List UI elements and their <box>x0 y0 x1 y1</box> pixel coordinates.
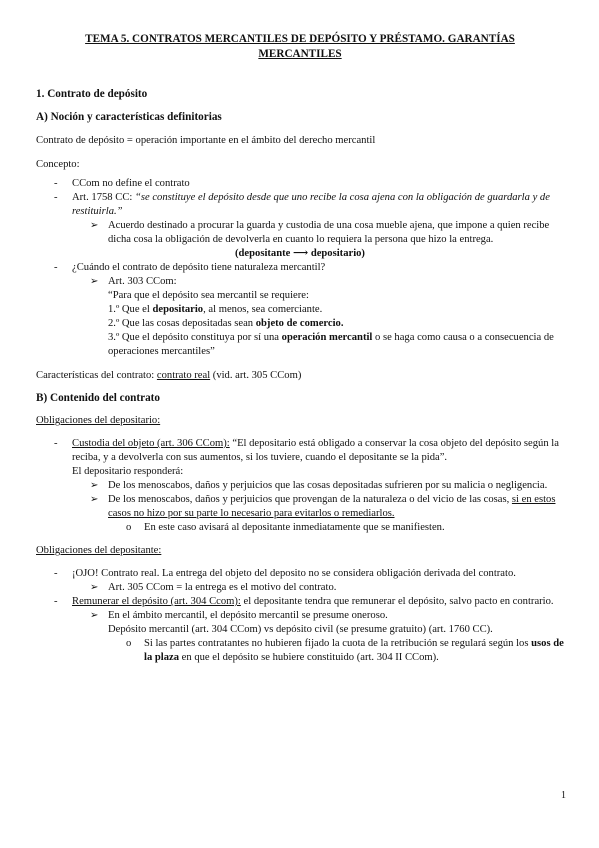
subsection-heading-b: B) Contenido del contrato <box>36 392 160 404</box>
obligaciones-depositante-heading: Obligaciones del depositante: <box>36 545 162 556</box>
arrow-item-text: En el ámbito mercantil, el depósito mercantil se presume oneroso. <box>108 610 388 621</box>
quote-line: “Para que el depósito sea mercantil se requiere: <box>108 290 309 301</box>
list-item-text: CCom no define el contrato <box>72 178 190 189</box>
dash-bullet: - <box>54 192 58 203</box>
list-item <box>36 567 564 581</box>
scheme-line: (depositante ⟶ depositario) <box>235 248 365 259</box>
circle-item <box>36 521 564 535</box>
arrow-bullet-icon: ➢ <box>90 480 99 491</box>
list-item <box>36 191 564 219</box>
dash-bullet: - <box>54 596 58 607</box>
arrow-bullet-icon: ➢ <box>90 610 99 621</box>
circle-item: o Si las partes contratantes no hubieren fijado la cuota de la retribución se regulará según los usos de la plaza en que el depósito se hubiere constituido (art. 304 II CCom). <box>126 638 564 663</box>
intro-text: Contrato de depósito = operación importante en el ámbito del derecho mercantil <box>36 135 376 146</box>
caracteristicas-text: Características del contrato: contrato real (vid. art. 305 CCom) <box>36 370 302 381</box>
quote-line: 2.º Que las cosas depositadas sean objeto de comercio. <box>108 318 344 329</box>
list-item-text: ¡OJO! Contrato real. La entrega del objeto del deposito no se considera obligación derivada del contrato. <box>72 568 516 579</box>
document-page <box>36 32 564 665</box>
page-number: 1 <box>561 790 566 801</box>
title-line-1: TEMA 5. CONTRATOS MERCANTILES DE DEPÓSITO Y PRÉSTAMO. GARANTÍAS <box>85 33 515 45</box>
dash-bullet: - <box>54 178 58 189</box>
arrow-item: ➢ De los menoscabos, daños y perjuicios que provengan de la naturaleza o del vicio de las cosas, si en estos casos no hizo por su parte lo necesario para evitarlos o remediarlos. <box>90 494 556 519</box>
responde-text: El depositario responderá: <box>72 466 184 477</box>
list-item: - Remunerar el depósito (art. 304 Ccom): el depositante tendra que remunerar el depósito, salvo pacto en contrario. <box>54 596 554 607</box>
arrow-item-text: Art. 305 CCom = la entrega es el motivo del contrato. <box>108 582 337 593</box>
list-item: - Custodia del objeto (art. 306 CCom): “El depositario está obligado a conservar la cosa objeto del depósito según la reciba, y a devolverla con sus aumentos, si los tuviere, cuando el depositante se la pida”. <box>54 438 559 463</box>
dash-bullet: - <box>54 438 58 449</box>
document-title <box>36 32 564 62</box>
list-item <box>36 261 564 275</box>
quote-text: “se constituye el depósito desde que uno recibe la cosa ajena con la obligación de guardarla y de restituirla.” <box>72 192 550 217</box>
list-item-text: Art. 1758 CC: <box>72 192 135 203</box>
subsection-heading-a: A) Noción y características definitorias <box>36 111 222 123</box>
title-line-2: MERCANTILES <box>258 48 342 60</box>
arrow-item <box>36 581 564 595</box>
circle-bullet-icon: o <box>126 522 132 533</box>
arrow-item-text: Art. 303 CCom: <box>108 276 177 287</box>
list-item <box>36 177 564 191</box>
dash-bullet: - <box>54 568 58 579</box>
arrow-item <box>36 609 564 637</box>
arrow-item <box>36 275 564 289</box>
arrow-bullet-icon: ➢ <box>90 582 99 593</box>
arrow-item <box>36 479 564 493</box>
concepto-label: Concepto: <box>36 159 80 170</box>
arrow-item-text: De los menoscabos, daños y perjuicios que las cosas depositadas sufrieren por su malicia o negligencia. <box>108 480 548 491</box>
arrow-item <box>36 219 564 247</box>
quote-line: 1.º Que el depositario, al menos, sea comerciante. <box>108 304 323 315</box>
circle-bullet-icon: o <box>126 638 132 649</box>
arrow-item-text: Depósito mercantil (art. 304 CCom) vs depósito civil (se presume gratuito) (art. 1760 CC). <box>108 624 493 635</box>
obligaciones-depositario-heading: Obligaciones del depositario: <box>36 415 161 426</box>
arrow-item-text: Acuerdo destinado a procurar la guarda y custodia de una cosa mueble ajena, que impone a quien recibe dicha cosa la obligación de devolverla en cuanto lo requiera la persona que hizo la entrega. <box>108 220 550 245</box>
arrow-bullet-icon: ➢ <box>90 276 99 287</box>
arrow-bullet-icon: ➢ <box>90 494 99 505</box>
dash-bullet: - <box>54 262 58 273</box>
quote-line: 3.º Que el depósito constituya por sí una operación mercantil o se haga como causa o a consecuencia de operaciones mercantiles” <box>108 332 554 357</box>
list-item-text: ¿Cuándo el contrato de depósito tiene naturaleza mercantil? <box>72 262 326 273</box>
circle-item-text: En este caso avisará al depositante inmediatamente que se manifiesten. <box>144 522 445 533</box>
section-heading-1: 1. Contrato de depósito <box>36 88 148 100</box>
arrow-bullet-icon: ➢ <box>90 220 99 231</box>
